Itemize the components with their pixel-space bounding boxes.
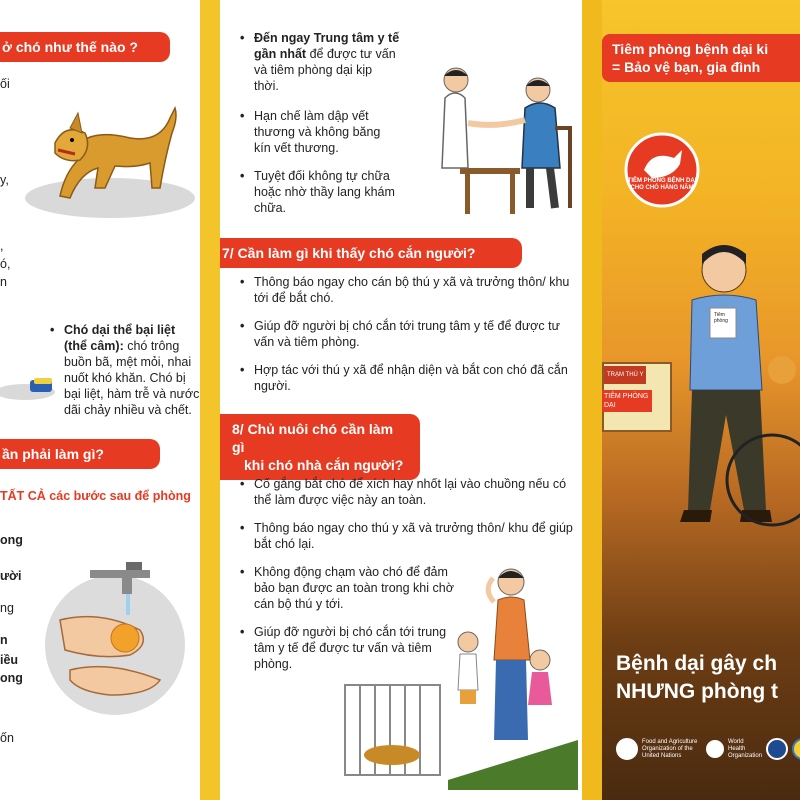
bullet-bold: Đến ngay Trung tâm y tế gần nhất bbox=[254, 31, 400, 61]
partner-logos bbox=[616, 738, 800, 760]
paralysis-bullet bbox=[50, 322, 200, 418]
left-panel bbox=[0, 0, 200, 800]
bullet-item bbox=[240, 318, 580, 350]
banner-line: = Bảo vệ bạn, gia đình bbox=[612, 59, 761, 75]
text-fragment: n bbox=[0, 275, 7, 289]
fold-stripe bbox=[582, 0, 602, 800]
who-logo bbox=[706, 740, 724, 758]
section7-heading bbox=[220, 238, 522, 268]
cover-panel bbox=[602, 0, 800, 800]
bullet-item bbox=[240, 476, 585, 508]
bullet-text: Hợp tác với thú y xã để nhận diện và bắt con chó đã cắn người. bbox=[254, 363, 568, 393]
section-heading-symptoms bbox=[0, 32, 170, 62]
fao-logo-text: Food and Agriculture Organization of the United Nations bbox=[642, 738, 698, 759]
heading-text: khi chó nhà cắn người? bbox=[244, 457, 404, 473]
who-logo-text: World Health Organization bbox=[728, 738, 763, 759]
ministry-logo bbox=[766, 738, 788, 760]
partner-logo bbox=[792, 738, 800, 760]
bullet-text: Hạn chế làm dập vết thương và không băng kín vết thương. bbox=[254, 109, 381, 155]
text-fragment: ong bbox=[0, 671, 23, 685]
text-fragment: ốn bbox=[0, 731, 14, 745]
text-fragment: ong bbox=[0, 533, 23, 547]
heading-text: 7/ Cần làm gì khi thấy chó cắn người? bbox=[222, 245, 476, 261]
text-fragment: n bbox=[0, 633, 8, 647]
section-heading-action bbox=[0, 439, 160, 469]
bullet-text: Không động chạm vào chó để đảm bảo bạn được an toàn trong khi chờ cán bộ thú y tới. bbox=[254, 565, 454, 611]
cover-slogan bbox=[616, 650, 778, 706]
bullet-item bbox=[240, 520, 585, 552]
bullet-item bbox=[240, 624, 455, 672]
banner-line: Tiêm phòng bệnh dại ki bbox=[612, 41, 769, 57]
rabid-dog-illustration bbox=[20, 88, 200, 218]
subheading: TẤT CẢ các bước sau để phòng bbox=[0, 489, 191, 503]
bullet-item bbox=[240, 108, 400, 156]
heading-text: ần phải làm gì? bbox=[2, 446, 104, 462]
cover-banner bbox=[602, 34, 800, 82]
vaccination-sign: TIÊM PHÒNG DẠI bbox=[602, 390, 652, 412]
doctor-patient-illustration bbox=[430, 58, 580, 218]
man-with-dog-illustration bbox=[662, 240, 800, 560]
station-sign: TRẠM THÚ Y bbox=[604, 366, 646, 384]
vaccination-badge-logo bbox=[622, 130, 702, 210]
bullet-text: Cố gắng bắt chó để xích hay nhốt lại vào chuồng nếu có thể làm được việc này an toàn. bbox=[254, 477, 567, 507]
bullet-text: Thông báo ngay cho thú y xã và trưởng thôn/ khu để giúp bắt chó lại. bbox=[254, 521, 573, 551]
bullet-item bbox=[240, 564, 455, 612]
heading-text: 8/ Chủ nuôi chó cần làm gì bbox=[232, 421, 394, 455]
text-fragment: y, bbox=[0, 173, 9, 187]
slogan-line: NHƯNG phòng t bbox=[616, 680, 779, 703]
fao-logo bbox=[616, 738, 638, 760]
text-fragment: ối bbox=[0, 77, 10, 91]
bullet-text: Giúp đỡ người bị chó cắn tới trung tâm y tế để được tư vấn và tiêm phòng. bbox=[254, 625, 447, 671]
bullet-item bbox=[240, 30, 400, 94]
slogan-line: Bệnh dại gây ch bbox=[616, 652, 778, 675]
text-fragment: iều bbox=[0, 653, 19, 667]
dog-cage-illustration bbox=[340, 675, 450, 785]
bullet-text: Thông báo ngay cho cán bộ thú y xã và trưởng thôn/ khu tới để bắt chó. bbox=[254, 275, 570, 305]
section8-heading bbox=[220, 414, 420, 480]
family-caged-dog-illustration bbox=[448, 560, 578, 790]
bullet-item bbox=[240, 362, 580, 394]
text-fragment: ười bbox=[0, 569, 22, 583]
bullet-item bbox=[240, 168, 400, 216]
heading-text: ở chó như thế nào ? bbox=[2, 39, 138, 55]
fold-stripe bbox=[200, 0, 220, 800]
bullet-text: Tuyệt đối không tự chữa hoặc nhờ thầy lang khám chữa. bbox=[254, 169, 395, 215]
paralysis-text: chó trông buồn bã, mệt mỏi, nhai nuốt khó khăn. Chó bị bại liệt, hàm trễ và nước dãi chảy nhiều và chết. bbox=[64, 339, 200, 417]
bullet-text: Giúp đỡ người bị chó cắn tới trung tâm y tế để được tư vấn và tiêm phòng. bbox=[254, 319, 560, 349]
text-fragment: , bbox=[0, 239, 4, 253]
middle-panel bbox=[220, 0, 590, 800]
text-fragment: ó, bbox=[0, 257, 11, 271]
bullet-text: để được tư vấn và tiêm phòng dại kịp thời. bbox=[254, 47, 396, 93]
badge-text: TIÊM PHÒNG BỆNH DẠI CHO CHÓ HÀNG NĂM bbox=[627, 178, 697, 191]
text-fragment: ng bbox=[0, 601, 14, 615]
handwashing-illustration bbox=[30, 560, 200, 720]
vaccination-paper-text: Tiêm phòng bbox=[714, 312, 728, 324]
paralysis-title: Chó dại thể bại liệt (thể câm): bbox=[64, 323, 176, 353]
bullet-item bbox=[240, 274, 580, 306]
